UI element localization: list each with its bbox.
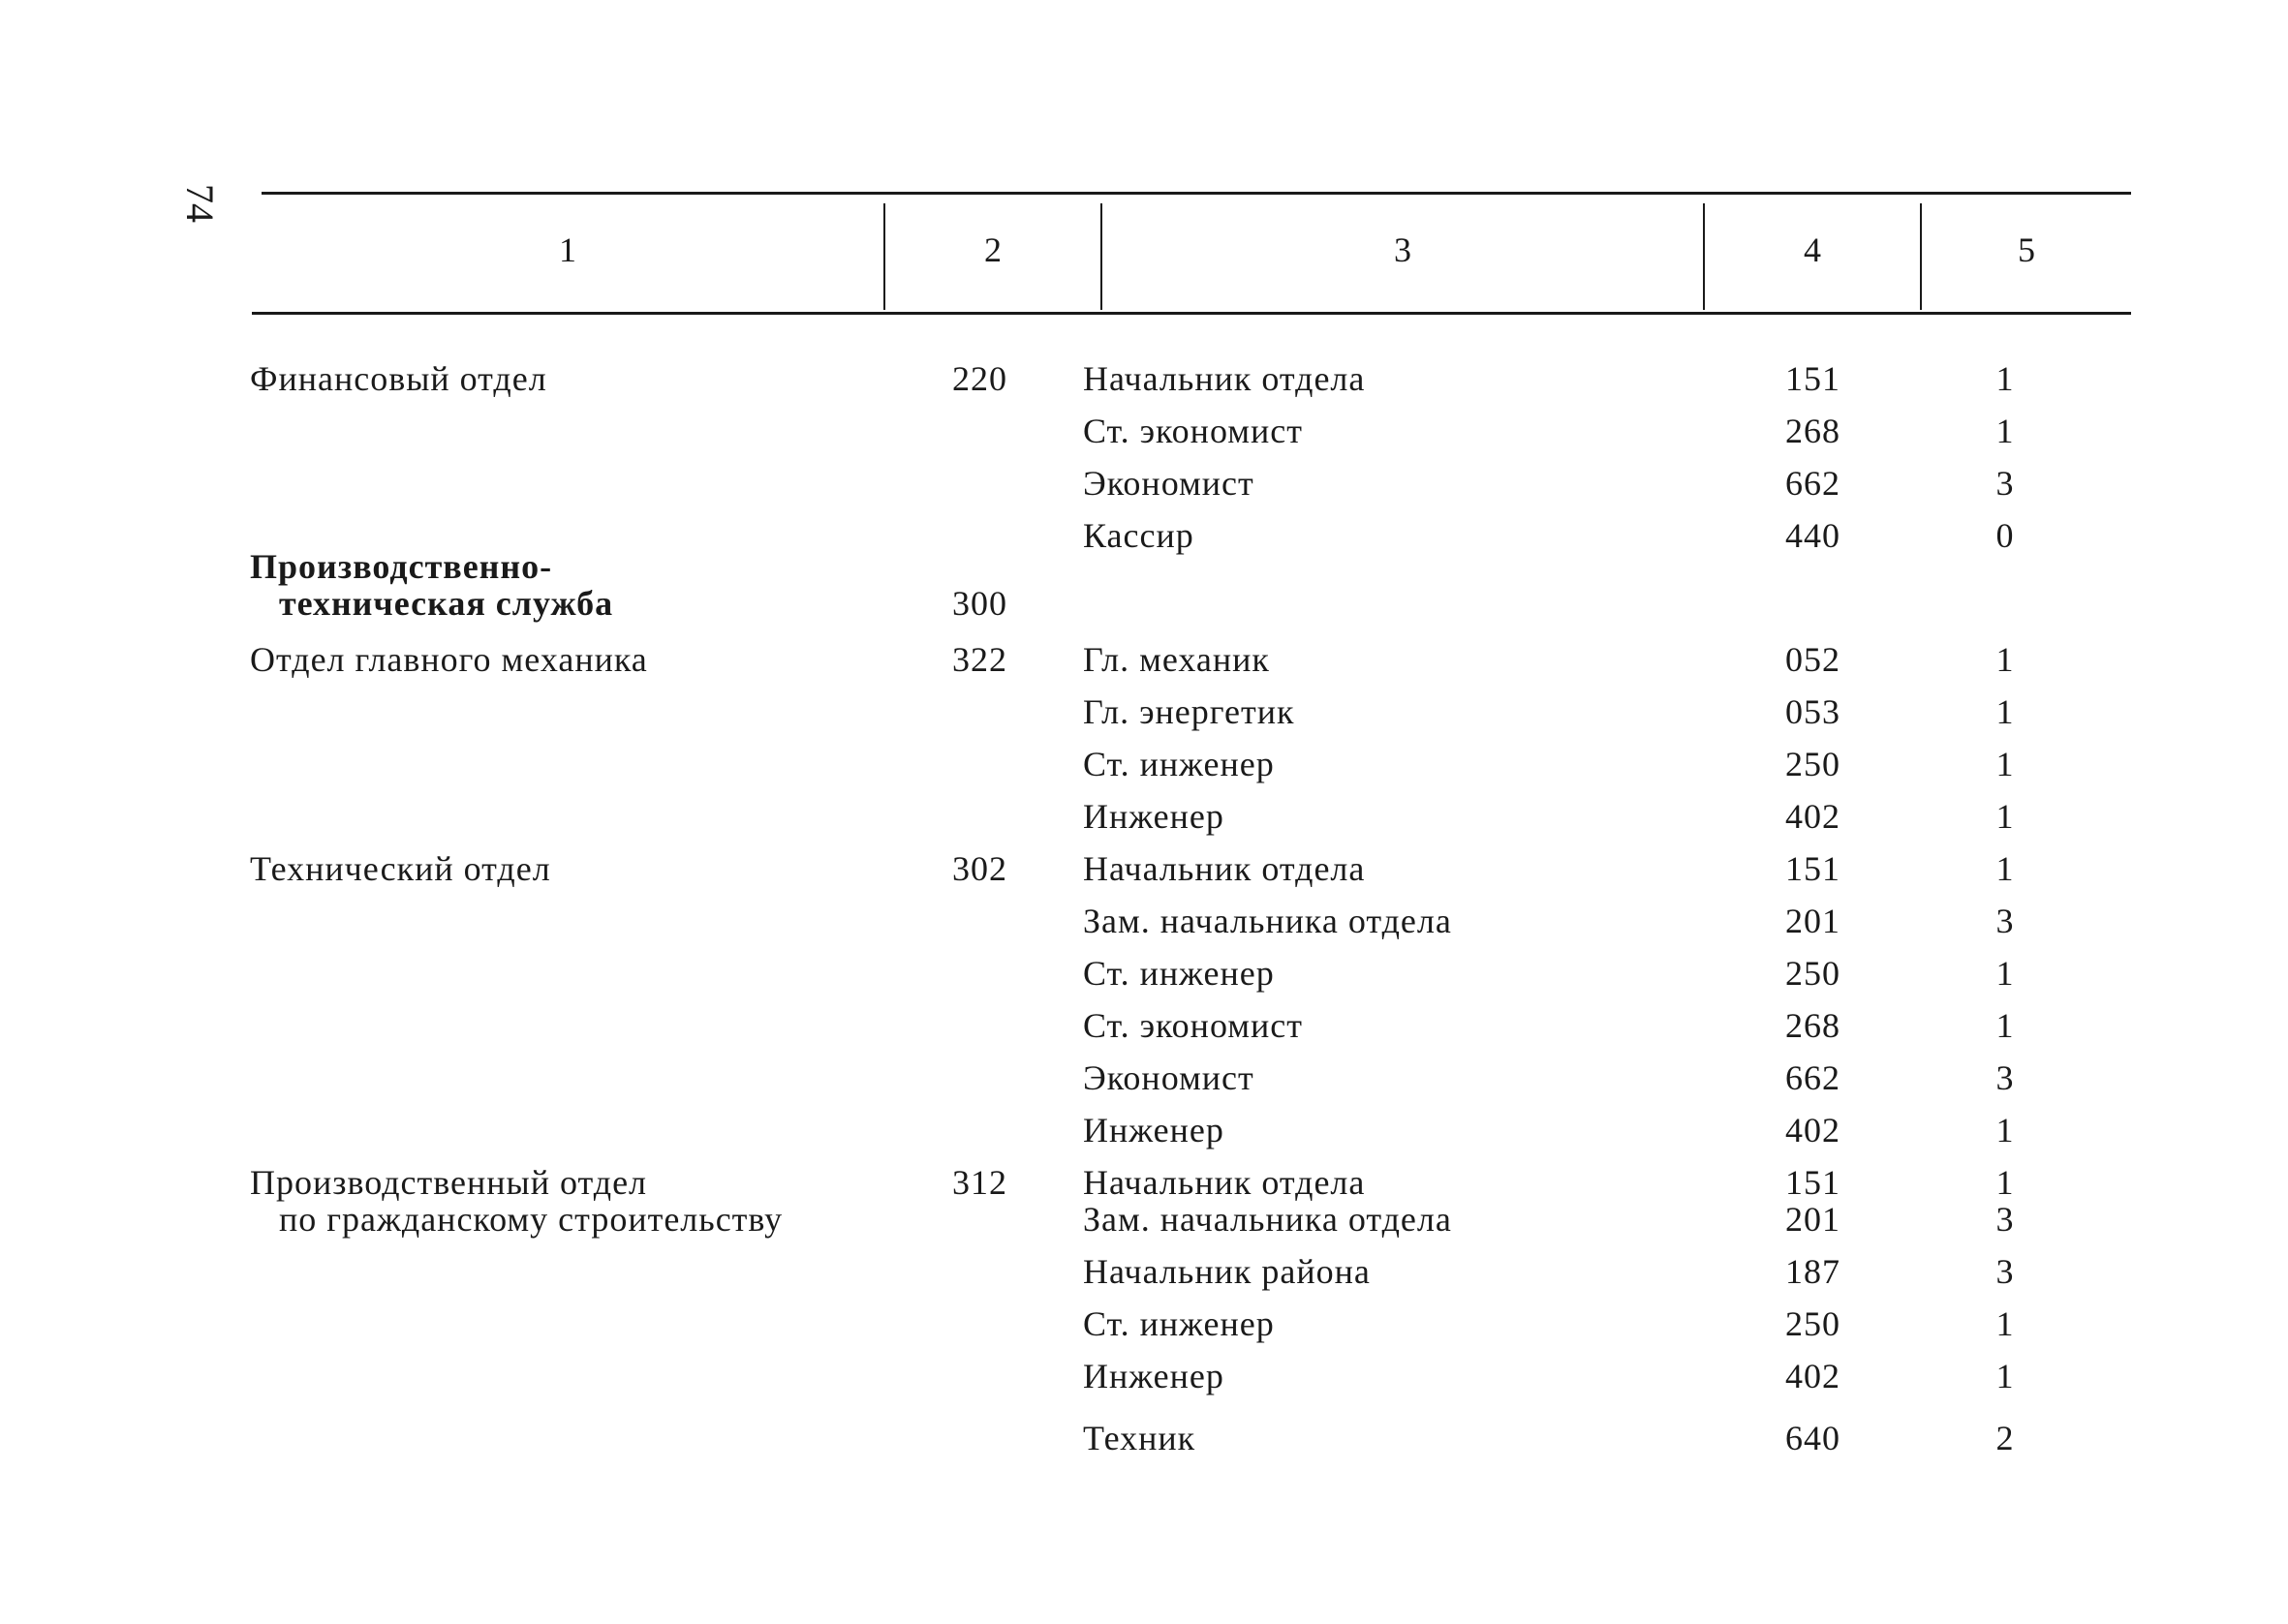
position-title: Начальник отдела [1083,359,1366,398]
position-title: Начальник отдела [1083,1163,1366,1202]
staff-count: 1 [1995,640,2015,679]
staff-count: 1 [1995,359,2015,398]
column-header-1: 1 [559,230,576,269]
staff-count: 1 [1995,745,2015,783]
department-code: 300 [952,584,1007,623]
staff-count: 1 [1995,412,2015,450]
department-name-line: техническая служба [279,584,614,623]
position-title: Инженер [1083,1111,1224,1149]
staff-count: 3 [1995,1200,2015,1239]
staff-count: 1 [1995,1304,2015,1343]
staff-count: 1 [1995,692,2015,731]
position-title: Ст. инженер [1083,954,1275,993]
department-code: 302 [952,849,1007,888]
position-title: Кассир [1083,516,1194,555]
position-code: 201 [1785,1200,1840,1239]
department-name [250,360,547,397]
staff-count: 0 [1995,516,2015,555]
position-code: 640 [1785,1419,1840,1457]
staff-count: 3 [1995,464,2015,503]
staff-count: 2 [1995,1419,2015,1457]
position-code: 250 [1785,954,1840,993]
position-code: 053 [1785,692,1840,731]
page-number: 74 [178,184,222,223]
position-title: Зам. начальника отдела [1083,902,1452,940]
position-title: Инженер [1083,1357,1224,1395]
position-code: 151 [1785,359,1840,398]
department-code: 322 [952,640,1007,679]
position-title: Зам. начальника отдела [1083,1200,1452,1239]
staff-count: 1 [1995,1357,2015,1395]
position-code: 402 [1785,1111,1840,1149]
position-title: Ст. экономист [1083,1006,1304,1045]
department-name-line: по гражданскому строительству [279,1200,784,1239]
position-code: 187 [1785,1252,1840,1291]
staff-count: 1 [1995,1163,2015,1202]
column-header-3: 3 [1394,230,1411,269]
department-code: 220 [952,359,1007,398]
position-title: Начальник района [1083,1252,1371,1291]
position-title: Ст. экономист [1083,412,1304,450]
position-title: Начальник отдела [1083,849,1366,888]
column-header-2: 2 [984,230,1002,269]
position-code: 662 [1785,1058,1840,1097]
department-name [250,850,551,887]
department-name-line: Производственный отдел [250,1163,648,1202]
column-header-5: 5 [2018,230,2035,269]
position-code: 402 [1785,797,1840,836]
position-code: 151 [1785,1163,1840,1202]
department-name-line: Производственно- [250,547,553,586]
staff-count: 1 [1995,1006,2015,1045]
table-top-rule [262,192,2131,195]
staff-count: 3 [1995,902,2015,940]
position-title: Экономист [1083,1058,1254,1097]
staff-count: 1 [1995,849,2015,888]
position-title: Гл. механик [1083,640,1270,679]
position-code: 250 [1785,1304,1840,1343]
position-code: 662 [1785,464,1840,503]
position-title: Ст. инженер [1083,745,1275,783]
department-name-line: Технический отдел [250,849,551,888]
position-title: Техник [1083,1419,1196,1457]
department-name [250,548,613,622]
position-code: 440 [1785,516,1840,555]
position-title: Гл. энергетик [1083,692,1295,731]
department-code: 312 [952,1163,1007,1202]
position-code: 268 [1785,1006,1840,1045]
position-code: 402 [1785,1357,1840,1395]
position-code: 250 [1785,745,1840,783]
staff-count: 1 [1995,954,2015,993]
position-title: Экономист [1083,464,1254,503]
position-title: Ст. инженер [1083,1304,1275,1343]
column-header-4: 4 [1804,230,1821,269]
staff-count: 3 [1995,1252,2015,1291]
department-name-line: Финансовый отдел [250,359,547,398]
staff-count: 3 [1995,1058,2015,1097]
department-name [250,1164,783,1238]
staff-count: 1 [1995,797,2015,836]
position-code: 201 [1785,902,1840,940]
department-name [250,641,648,678]
table-header-bottom-rule [252,312,2131,315]
staff-count: 1 [1995,1111,2015,1149]
position-title: Инженер [1083,797,1224,836]
department-name-line: Отдел главного механика [250,640,648,679]
position-code: 052 [1785,640,1840,679]
position-code: 268 [1785,412,1840,450]
position-code: 151 [1785,849,1840,888]
